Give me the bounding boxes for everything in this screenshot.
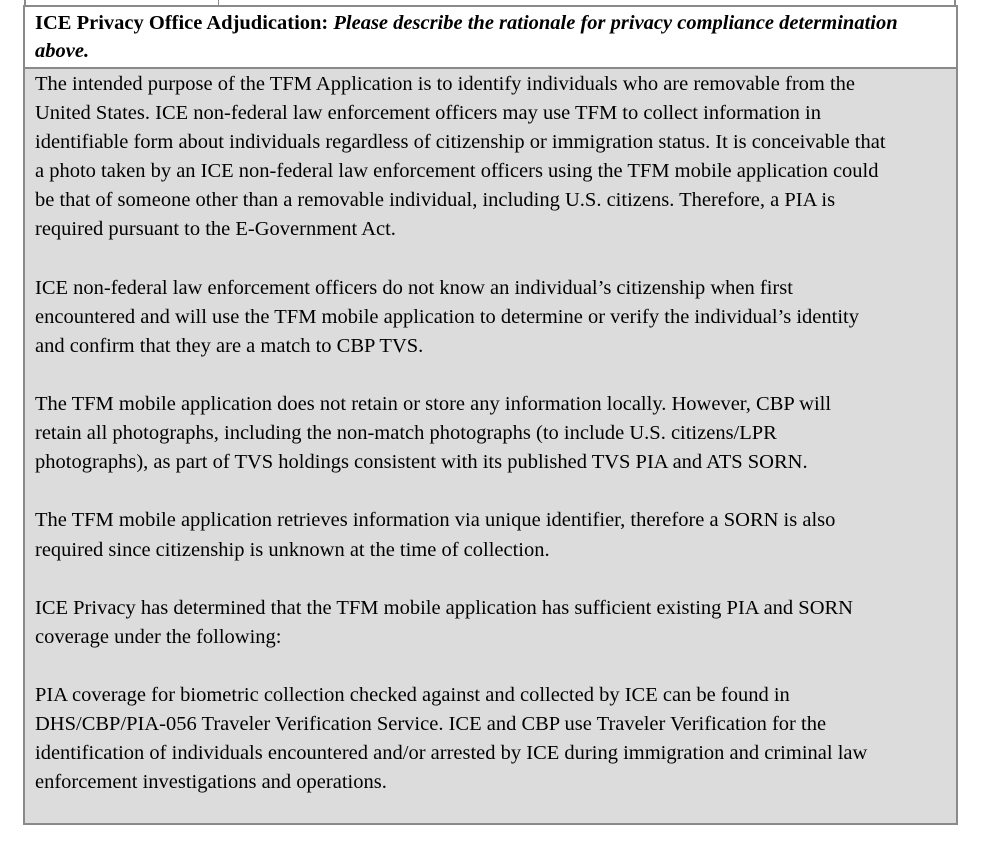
adjudication-question: Please describe the rationale for privacy compliance determination above. <box>35 12 898 62</box>
adjudication-response-cell <box>25 69 956 823</box>
paragraph-purpose: The intended purpose of the TFM Application is to identify individuals who are removable from the United States. ICE non-federal law enforcement officers may use TFM to collect information in identifiable form about individuals regardless of citizenship or immigration status. It is conceivable that a photo taken by an ICE non-federal law enforcement officers using the TFM mobile application could be that of someone other than a removable individual, including U.S. citizens. Therefore, a PIA is required pursuant to the E-Government Act. <box>35 73 886 241</box>
adjudication-header-cell <box>25 7 956 69</box>
paragraph-citizenship: ICE non-federal law enforcement officers do not know an individual’s citizenship when first encountered and will use the TFM mobile application to determine or verify the individual’s identity and confirm that they are a match to CBP TVS. <box>35 276 859 357</box>
paragraph-sorn: The TFM mobile application retrieves information via unique identifier, therefore a SORN is also required since citizenship is unknown at the time of collection. <box>35 509 836 561</box>
paragraph-retention: The TFM mobile application does not retain or store any information locally. However, CBP will retain all photographs, including the non-match photographs (to include U.S. citizens/LPR photographs), as part of TVS holdings consistent with its published TVS PIA and ATS SORN. <box>35 393 832 474</box>
paragraph-pia-coverage: PIA coverage for biometric collection checked against and collected by ICE can be found in DHS/CBP/PIA-056 Traveler Verification Service. ICE and CBP use Traveler Verification for the identification of individuals encountered and/or arrested by ICE during immigration and criminal law enforcement investigations and operations. <box>35 683 868 794</box>
paragraph-determination: ICE Privacy has determined that the TFM mobile application has sufficient existing PIA and SORN coverage under the following: <box>35 596 853 648</box>
previous-row-cropped-text <box>226 0 606 2</box>
adjudication-table <box>23 5 958 825</box>
adjudication-label: ICE Privacy Office Adjudication: <box>35 12 329 34</box>
